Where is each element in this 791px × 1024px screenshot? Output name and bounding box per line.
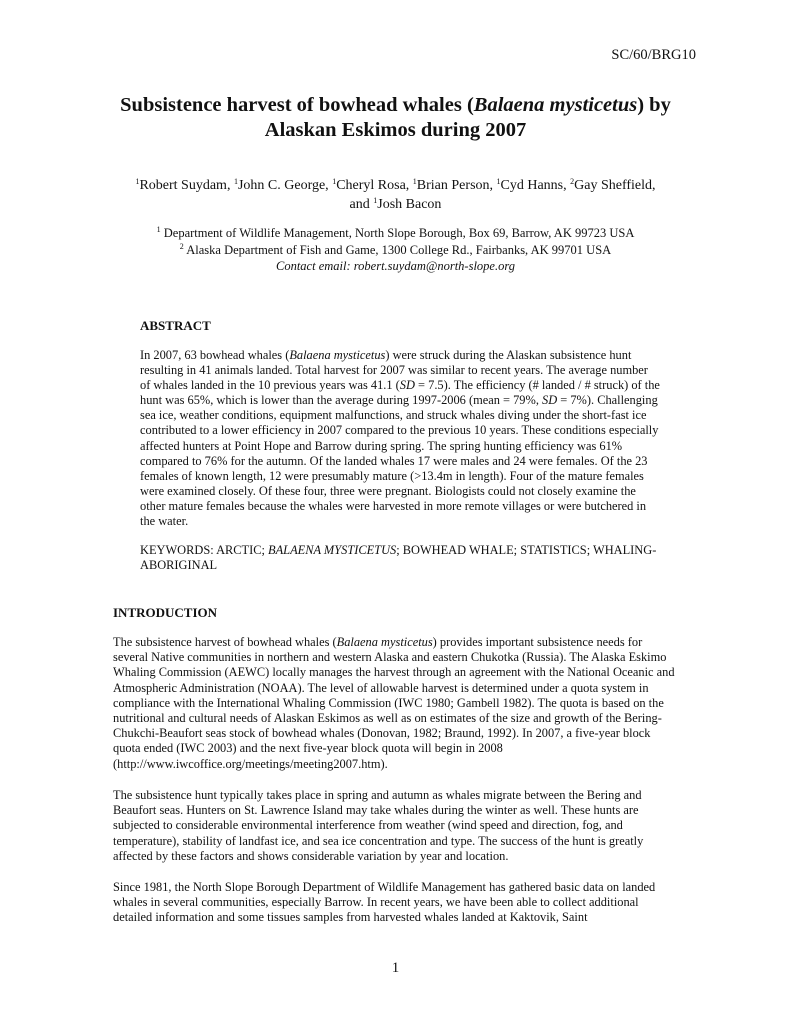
author-name: Gay Sheffield,	[574, 178, 656, 193]
abstract-sd: SD	[542, 393, 558, 408]
affiliation-sup: 1	[156, 225, 161, 234]
abstract-part: In 2007, 63 bowhead whales (	[140, 348, 290, 362]
author-sup: 1	[332, 177, 337, 186]
keywords	[140, 543, 660, 574]
title-part: Subsistence harvest of bowhead whales (	[120, 94, 474, 116]
author-sup: 1	[496, 177, 501, 186]
abstract-part: = 7%). Challenging sea ice, weather conditions, equipment malfunctions, and struck whales diving under the short-fast ice contributed to a lower efficiency in 2007 compared to the previous 10 years. These conditions especially affected hunters at Point Hope and Barrow during spring. The spring hunting efficiency was 61% compared to 76% for the autumn. Of the landed whales 17 were males and 24 were females. Of the 23 females of known length, 12 were presumably mature (>13.4m in length). Four of the mature females were examined closely. Of these four, three were pregnant. Biologists could not closely examine the other mature females because the whales were harvested in more remote villages or were butchered in the water.	[140, 393, 659, 529]
abstract-species: Balaena mysticetus	[289, 348, 386, 362]
author-list	[120, 176, 671, 214]
author-sup: 1	[233, 177, 238, 186]
author-name: Robert Suydam,	[139, 178, 234, 193]
title-species: Balaena mysticetus	[473, 94, 638, 116]
introduction-heading: INTRODUCTION	[113, 605, 218, 620]
keywords-part: ; BOWHEAD WHALE; STATISTICS; WHALING-ABORIGINAL	[140, 543, 657, 573]
abstract-heading: ABSTRACT	[140, 318, 211, 333]
paper-title	[95, 93, 696, 143]
affiliation-2: Alaska Department of Fish and Game, 1300 College Rd., Fairbanks, AK 99701 USA	[183, 242, 612, 257]
author-name: Cyd Hanns,	[500, 178, 571, 193]
intro-part: ) provides important subsistence needs for several Native communities in northern and western Alaska and eastern Chukotka (Russia). The Alaska Eskimo Whaling Commission (AEWC) locally manages the harvest through an agreement with the National Oceanic and Atmospheric Administration (NOAA). The level of allowable harvest is determined under a quota system in compliance with the International Whaling Commission (IWC 1980; Gambell 1982). The quota is based on the nutritional and cultural needs of Alaskan Eskimos as well as on estimates of the size and growth of the Bering-Chukchi-Beaufort seas stock of bowhead whales (Donovan, 1982; Braund, 1992). In 2007, a five-year block quota ended (IWC 2003) and the next five-year block quota will begin in 2008 (http://www.iwcoffice.org/meetings/meeting2007.htm).	[113, 635, 675, 771]
author-sup: 2	[570, 177, 575, 186]
author-and: and	[349, 197, 374, 212]
abstract-sd: SD	[399, 378, 415, 393]
keywords-part: KEYWORDS: ARCTIC;	[140, 543, 269, 557]
affiliations	[110, 225, 681, 275]
author-name: Josh Bacon	[377, 197, 442, 212]
document-id: SC/60/BRG10	[611, 47, 696, 63]
page-number: 1	[391, 960, 400, 976]
abstract-text	[140, 348, 660, 529]
affiliation-1: Department of Wildlife Management, North Slope Borough, Box 69, Barrow, AK 99723 USA	[160, 226, 635, 240]
keywords-species: BALAENA MYSTICETUS	[268, 543, 397, 557]
author-name: Cheryl Rosa,	[336, 178, 413, 193]
title-part: ) by Alaskan Eskimos during 2007	[264, 94, 671, 141]
author-name: John C. George,	[237, 178, 333, 193]
intro-species: Balaena mysticetus	[336, 635, 433, 649]
intro-paragraph-2: The subsistence hunt typically takes place in spring and autumn as whales migrate between the Bering and Beaufort seas. Hunters on St. Lawrence Island may take whales during the winter as well. These hunts are subjected to considerable environmental interference from weather (wind speed and direction, fog, and temperature), stability of landfast ice, and sea ice concentration and type. The success of the hunt is greatly affected by these factors and shows considerable variation by year and location.	[113, 788, 644, 863]
abstract-part: ) were struck during the Alaskan subsistence hunt resulting in 41 animals landed. Total harvest for 2007 was similar to recent years. The average number of whales landed in the 10 previous years was 41.1 (	[140, 348, 648, 393]
intro-paragraph-1	[113, 635, 679, 772]
author-sup: 1	[135, 177, 140, 186]
intro-paragraph-3: Since 1981, the North Slope Borough Department of Wildlife Management has gathered basic data on landed whales in several communities, especially Barrow. In recent years, we have been able to collect additional detailed information and some tissues samples from harvested whales landed at Kaktovik, Saint	[113, 880, 656, 925]
affiliation-sup: 2	[179, 241, 184, 251]
contact-email: Contact email: robert.suydam@north-slope.org	[275, 259, 516, 273]
author-sup: 1	[373, 196, 378, 205]
abstract-part: = 7.5). The efficiency (# landed / # struck) of the hunt was 65%, which is lower than the average during 1997-2006 (mean = 79%,	[140, 378, 660, 408]
author-name: Brian Person,	[416, 178, 497, 193]
intro-part: The subsistence harvest of bowhead whales (	[113, 635, 337, 649]
author-sup: 1	[412, 177, 417, 186]
